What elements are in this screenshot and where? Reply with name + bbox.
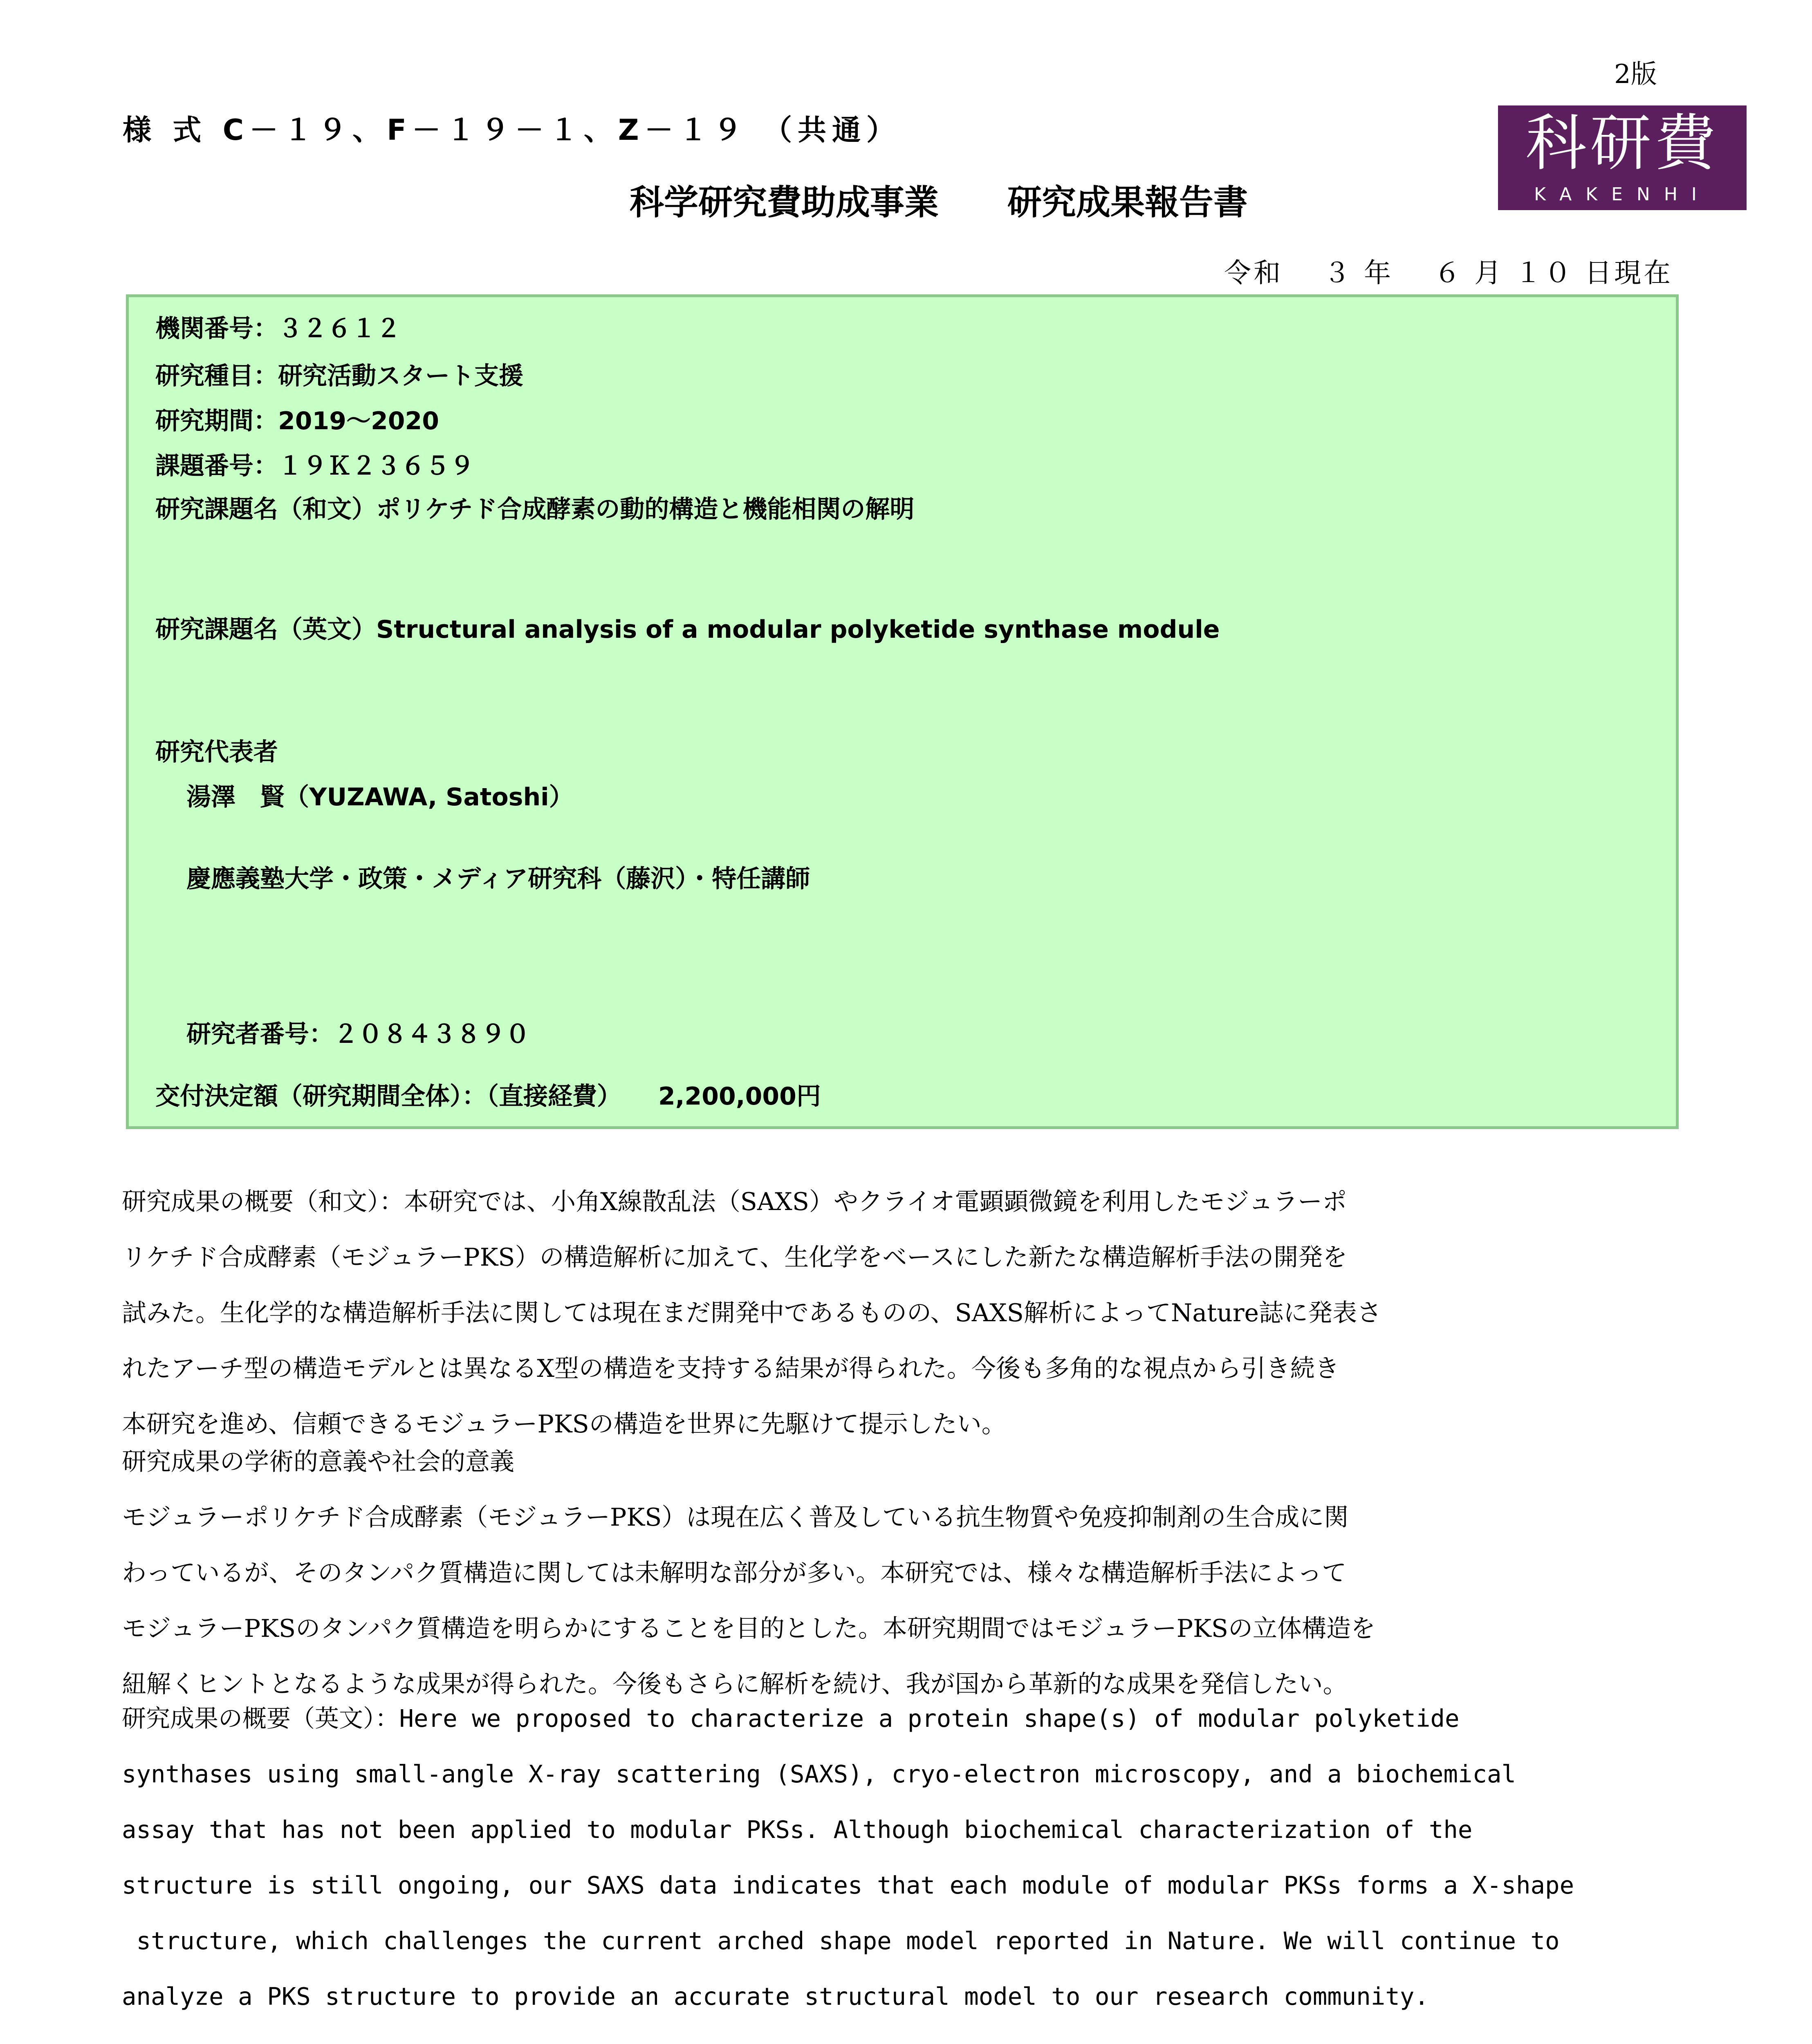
abstract-en-line: structure is still ongoing, our SAXS data indicates that each module of modular PKSs forms a X-shape [122,1871,1574,1899]
abstract-en-line: synthases using small-angle X-ray scattering (SAXS), cryo-electron microscopy, and a biochemical [122,1760,1516,1788]
abstract-jp-line: リケチド合成酵素（モジュラーPKS）の構造解析に加えて、生化学をベースにした新たな構造解析手法の開発を [122,1243,1348,1272]
title-japanese: 研究課題名（和文）ポリケチド合成酵素の動的構造と機能相関の解明 [155,495,915,524]
significance-heading: 研究成果の学術的意義や社会的意義 [122,1448,514,1476]
report-date: 令和 ３ 年 ６ 月 １０ 日現在 [1224,257,1673,289]
abstract-jp-line: 本研究を進め、信頼できるモジュラーPKSの構造を世界に先駆けて提示したい。 [122,1410,1006,1439]
edition-label: 2版 [1614,59,1657,90]
abstract-english [122,1677,1574,2038]
grant-amount: 交付決定額（研究期間全体）：（直接経費） 2,200,000円 [155,1082,821,1111]
kakenhi-logo [1498,105,1747,210]
abstract-jp-line: れたアーチ型の構造モデルとは異なるX型の構造を支持する結果が得られた。今後も多角的な視点から引き続き [122,1354,1339,1383]
abstract-en-line: structure, which challenges the current arched shape model reported in Nature. We will continue to [122,1927,1560,1955]
abstract-jp-line: 試みた。生化学的な構造解析手法に関しては現在まだ開発中であるものの、SAXS解析によってNature誌に発表さ [122,1299,1382,1327]
abstract-en-line: assay that has not been applied to modular PKSs. Although biochemical characterization of the [122,1815,1473,1844]
significance-line: わっているが、そのタンパク質構造に関しては未解明な部分が多い。本研究では、様々な構造解析手法によって [122,1559,1347,1587]
document-title: 科学研究費助成事業 研究成果報告書 [630,182,1248,222]
representative-label: 研究代表者 [155,738,278,766]
institution-number: 機関番号：３２６１２ [155,314,401,343]
abstract-en-line: analyze a PKS structure to provide an accurate structural model to our research community. [122,1982,1429,2010]
affiliation: 慶應義塾大学・政策・メディア研究科（藤沢）・特任講師 [186,865,810,893]
form-number: 様 式 C－１９、F－１９－１、Z－１９ （共通） [123,113,901,147]
title-english: 研究課題名（英文）Structural analysis of a modular polyketide synthase module [155,615,1220,644]
logo-kanji: 科研費 [1525,108,1719,179]
significance-line: 紐解くヒントとなるような成果が得られた。今後もさらに解析を続け、我が国から革新的な成果を発信したい。 [122,1670,1348,1699]
logo-latin: KAKENHI [1534,184,1711,205]
research-category: 研究種目：研究活動スタート支援 [155,362,523,390]
representative-name: 湯澤 賢（YUZAWA, Satoshi） [186,783,574,811]
significance-line: モジュラーポリケチド合成酵素（モジュラーPKS）は現在広く普及している抗生物質や免疫抑制剤の生合成に関 [122,1503,1349,1532]
abstract-jp-line: 研究成果の概要（和文）：本研究では、小角X線散乱法（SAXS）やクライオ電顕顕微鏡を利用したモジュラーポ [122,1188,1347,1216]
abstract-en-line: 研究成果の概要（英文）：Here we proposed to characterize a protein shape(s) of modular polyketide [122,1704,1460,1732]
significance-line: モジュラーPKSのタンパク質構造を明らかにすることを目的とした。本研究期間ではモジュラーPKSの立体構造を [122,1614,1375,1643]
research-period: 研究期間：2019～2020 [155,407,439,435]
project-number: 課題番号：１９Ｋ２３６５９ [155,452,474,480]
researcher-number: 研究者番号：２０８４３８９０ [186,1020,530,1049]
